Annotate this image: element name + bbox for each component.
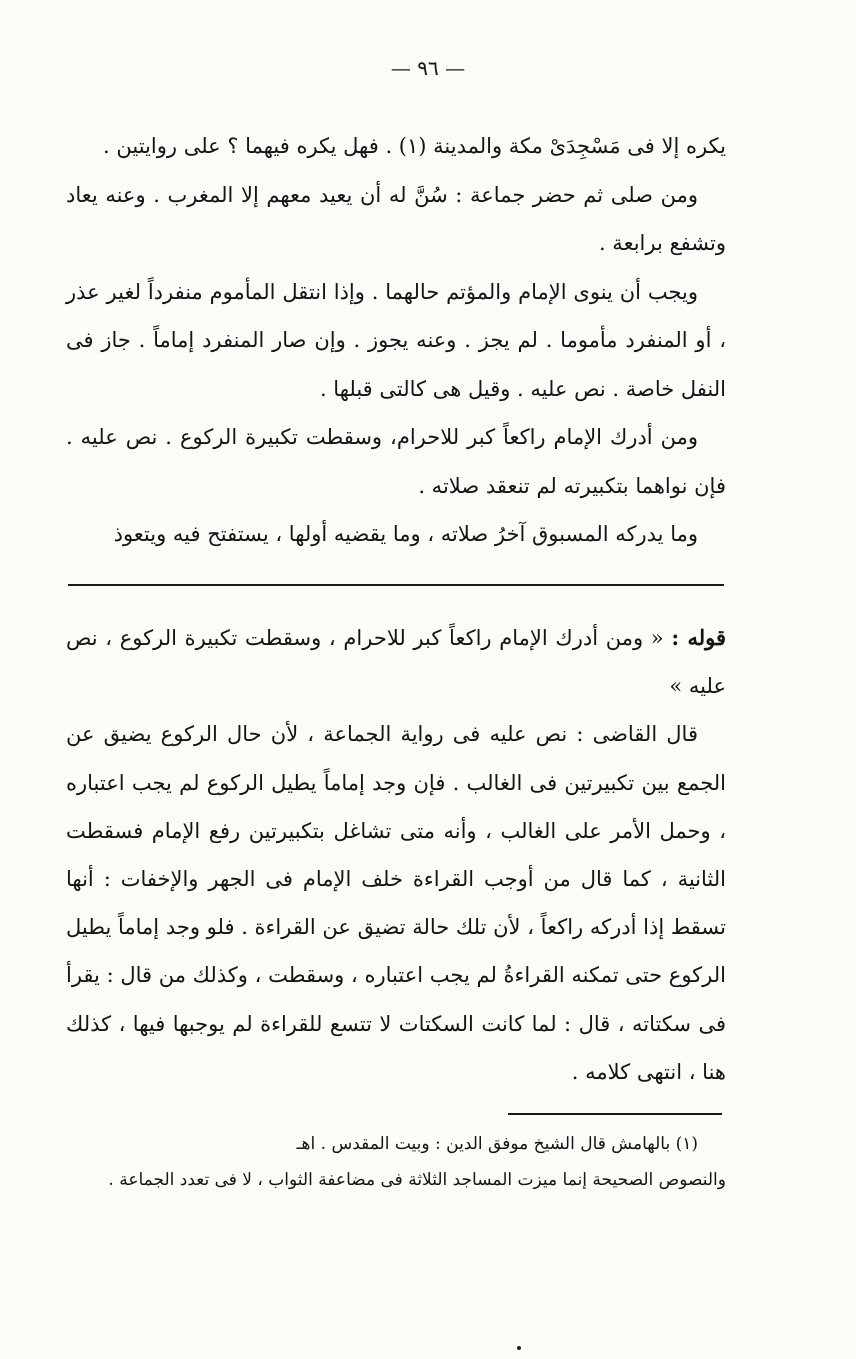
commentary-body: قال القاضى : نص عليه فى رواية الجماعة ، لأن حال الركوع يضيق عن الجمع بين تكبيرتين فى الغالب . فإن وجد إماماً يطيل الركوع لم يجب اعتباره ، وحمل الأمر على الغالب ، وأنه متى تشاغل بتكبيرتين رفع الإمام فسقطت الثانية ، كما قال من أوجب القراءة خلف الإمام فى الجهر والإخفات : أنها تسقط إذا أدركه راكعاً ، لأن تلك حالة تضيق عن القراءة . فلو وجد إماماً يطيل الركوع حتى تمكنه القراءةُ لم يجب اعتباره ، وسقطت ، وكذلك من قال : يقرأ فى سكتاته ، قال : لما كانت السكتات لا تتسع للقراءة لم يوجبها فيها ، كذلك هنا ، انتهى كلامه . (66, 722, 726, 1084)
main-paragraph: ومن أدرك الإمام راكعاً كبر للاحرام، وسقطت تكبيرة الركوع . نص عليه . فإن نواهما بتكبيرته لم تنعقد صلاته . (66, 425, 726, 498)
footnote-line: والنصوص الصحيحة إنما ميزت المساجد الثلاثة فى مضاعفة الثواب ، لا فى تعدد الجماعة . (108, 1170, 726, 1190)
main-text (66, 122, 726, 559)
commentary (66, 614, 726, 1096)
page-number: — ٩٦ — (390, 56, 466, 80)
main-paragraph: ويجب أن ينوى الإمام والمؤتم حالهما . وإذا انتقل المأموم منفرداً لغير عذر ، أو المنفرد مأموما . لم يجز . وعنه يجوز . وإن صار المنفرد إماماً . جاز فى النفل خاصة . نص عليه . وقيل هى كالتى قبلها . (66, 279, 726, 401)
commentary-lead: قوله : (671, 625, 727, 650)
section-divider (68, 584, 724, 586)
commentary-quote: « ومن أدرك الإمام راكعاً كبر للاحرام ، وسقطت تكبيرة الركوع ، نص عليه » (66, 626, 726, 699)
footnote-divider (508, 1113, 722, 1115)
main-paragraph: ومن صلى ثم حضر جماعة : سُنَّ له أن يعيد معهم إلا المغرب . وعنه يعاد وتشفع برابعة . (66, 182, 726, 255)
commentary-heading (66, 614, 726, 710)
paper-speck (517, 1346, 521, 1350)
footnote-line: (١) بالهامش قال الشيخ موفق الدين : وبيت المقدس . اهـ (296, 1134, 698, 1154)
main-paragraph: وما يدركه المسبوق آخرُ صلاته ، وما يقضيه أولها ، يستفتح فيه ويتعوذ (113, 522, 698, 546)
main-paragraph: يكره إلا فى مَسْجِدَىْ مكة والمدينة (١) . فهل يكره فيهما ؟ على روايتين . (103, 134, 726, 158)
footnotes (66, 1126, 726, 1198)
